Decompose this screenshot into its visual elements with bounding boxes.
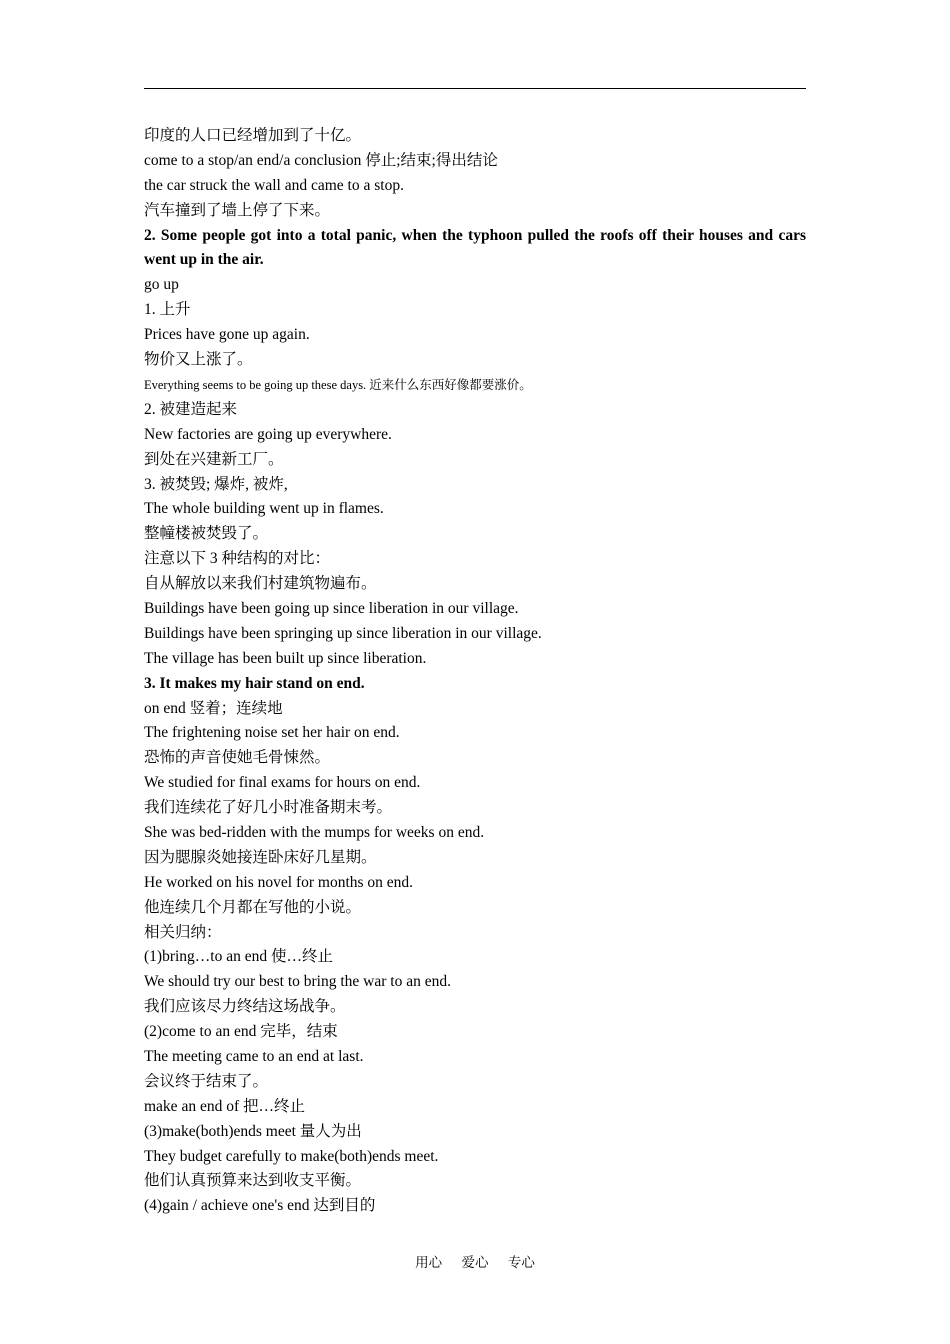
text-line: 会议终于结束了。 (144, 1072, 269, 1090)
text-line: 他们认真预算来达到收支平衡。 (144, 1172, 362, 1190)
text-line: make an end of 把…终止 (144, 1097, 305, 1115)
text-line: 因为腮腺炎她接连卧床好几星期。 (144, 848, 377, 866)
text-line: (3)make(both)ends meet 量人为出 (144, 1122, 362, 1140)
text-line: 注意以下 3 种结构的对比： (144, 550, 331, 568)
footer-word: 爱心 (461, 1255, 489, 1270)
text-line: 到处在兴建新工厂。 (144, 450, 284, 468)
section-heading: 3. It makes my hair stand on end. (144, 674, 365, 692)
header-rule (144, 88, 806, 89)
text-line: 3. 被焚毁; 爆炸, 被炸, (144, 475, 288, 493)
text-line: 物价又上涨了。 (144, 351, 253, 369)
text-line: on end 竖着；连续地 (144, 699, 283, 717)
text-line: come to a stop/an end/a conclusion 停止;结束;得出结论 (144, 151, 498, 169)
text-line: 自从解放以来我们村建筑物遍布。 (144, 575, 377, 593)
text-line: They budget carefully to make(both)ends meet. (144, 1147, 439, 1165)
footer-word: 用心 (415, 1255, 443, 1270)
text-line: 1. 上升 (144, 301, 191, 319)
text-line: 恐怖的声音使她毛骨悚然。 (144, 749, 331, 767)
page-body (144, 124, 806, 1219)
page-footer (0, 1251, 950, 1271)
text-line: 汽车撞到了墙上停了下来。 (144, 201, 331, 219)
text-line: We studied for final exams for hours on end. (144, 774, 421, 792)
text-line: Buildings have been springing up since liberation in our village. (144, 624, 542, 642)
text-line: 我们连续花了好几小时准备期末考。 (144, 799, 393, 817)
text-line: She was bed-ridden with the mumps for weeks on end. (144, 823, 485, 841)
text-line: The village has been built up since liberation. (144, 649, 427, 667)
text-line: New factories are going up everywhere. (144, 425, 392, 443)
text-line: We should try our best to bring the war to an end. (144, 973, 451, 991)
text-line: (1)bring…to an end 使…终止 (144, 948, 333, 966)
text-line: 相关归纳： (144, 923, 222, 941)
text-line: 2. 被建造起来 (144, 400, 238, 418)
text-line: Prices have gone up again. (144, 326, 310, 344)
text-line: The meeting came to an end at last. (144, 1047, 364, 1065)
text-line: 我们应该尽力终结这场战争。 (144, 998, 346, 1016)
text-line: Everything seems to be going up these days. 近来什么东西好像都要涨价。 (144, 377, 532, 392)
section-heading: 2. Some people got into a total panic, when the typhoon pulled the roofs off their houses and cars went up in the air. (144, 226, 806, 269)
footer-word: 专心 (507, 1255, 535, 1270)
text-line: 印度的人口已经增加到了十亿。 (144, 127, 362, 144)
text-line: He worked on his novel for months on end. (144, 873, 414, 891)
text-line: (2)come to an end 完毕，结束 (144, 1023, 338, 1041)
text-line: the car struck the wall and came to a stop. (144, 176, 404, 194)
text-line: (4)gain / achieve one's end 达到目的 (144, 1197, 376, 1215)
text-line: 他连续几个月都在写他的小说。 (144, 898, 362, 916)
text-line: Buildings have been going up since liberation in our village. (144, 599, 519, 617)
text-line: The whole building went up in flames. (144, 500, 384, 518)
text-line: The frightening noise set her hair on end. (144, 724, 400, 742)
text-line: 整幢楼被焚毁了。 (144, 525, 269, 543)
text-line: go up (144, 276, 179, 294)
